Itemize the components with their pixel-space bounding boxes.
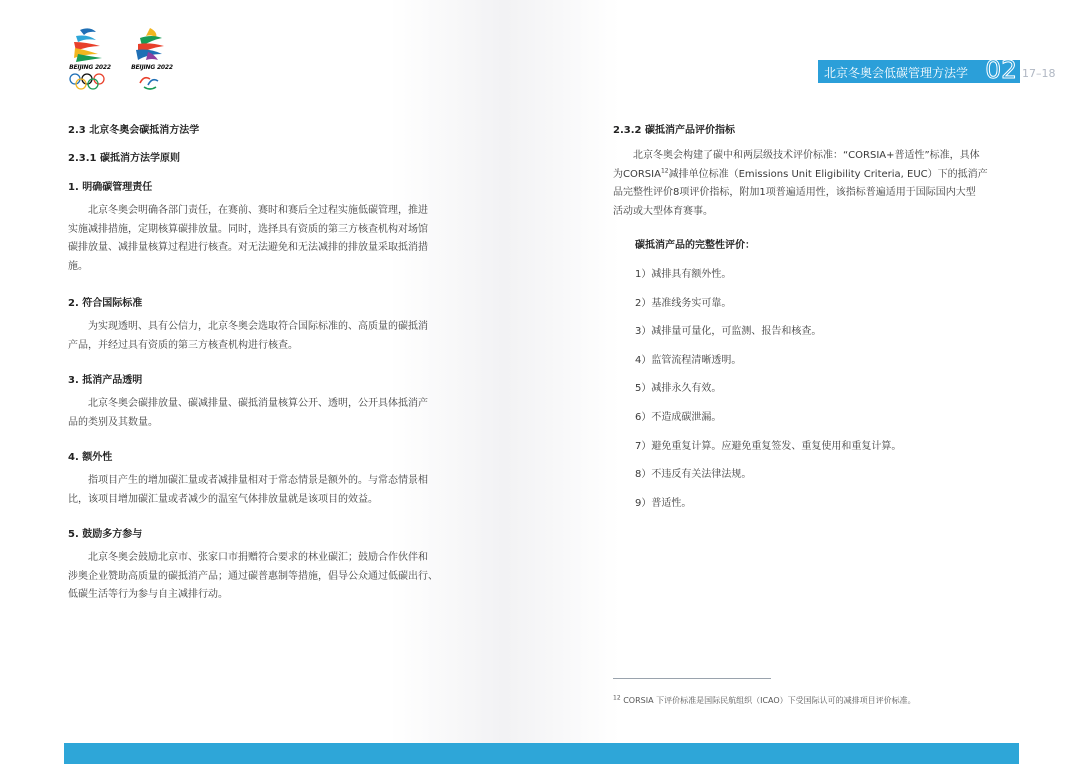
page-range: 17–18 [1022, 67, 1056, 80]
page-fold-shadow [390, 0, 620, 764]
list-item: 8）不违反有关法律法规。 [635, 469, 752, 480]
list-item: 9）普适性。 [635, 498, 692, 509]
item-heading: 1. 明确碳管理责任 [68, 182, 153, 193]
paragraph: 北京冬奥会鼓励北京市、张家口市捐赠符合要求的林业碳汇；鼓励合作伙伴和 涉奥企业赞助高质量的碳抵消产品；通过碳普惠制等措施，倡导公众通过低碳出行、 低碳生活等行为参与自主减排行动。 [68, 552, 438, 600]
list-title: 碳抵消产品的完整性评价： [635, 240, 755, 251]
list-item: 7）避免重复计算。应避免重复签发、重复使用和重复计算。 [635, 441, 902, 452]
item-heading: 5. 鼓励多方参与 [68, 529, 143, 540]
list-item: 1）减排具有额外性。 [635, 269, 732, 280]
item-heading: 2. 符合国际标准 [68, 298, 143, 309]
list-item: 6）不造成碳泄漏。 [635, 412, 722, 423]
chapter-number: 02 [985, 55, 1017, 84]
footnote [613, 695, 916, 706]
olympic-rings-icon [66, 73, 110, 93]
beijing-2022-olympic-logo [66, 24, 110, 94]
paragraph: 北京冬奥会碳排放量、碳减排量、碳抵消量核算公开、透明，公开具体抵消产 品的类别及其数量。 [68, 398, 428, 428]
chapter-header-banner [818, 55, 1020, 84]
list-item: 5）减排永久有效。 [635, 383, 722, 394]
section-heading: 2.3 北京冬奥会碳抵消方法学 [68, 125, 200, 136]
list-item: 3）减排量可量化，可监测、报告和核查。 [635, 326, 822, 337]
paragraph: 北京冬奥会明确各部门责任，在赛前、赛时和赛后全过程实施低碳管理，推进 实施减排措施，定期核算碳排放量。同时，选择具有资质的第三方核查机构对场馆 碳排放量、减排量核算过程进行核查。对无法避免和无法减排的排放量采取抵消措 施。 [68, 205, 428, 272]
subsection-heading: 2.3.2 碳抵消产品评价指标 [613, 125, 735, 136]
chapter-title: 北京冬奥会低碳管理方法学 [824, 66, 969, 80]
paragraph: 为实现透明、具有公信力，北京冬奥会选取符合国际标准的、高质量的碳抵消 产品，并经过具有资质的第三方核查机构进行核查。 [68, 321, 428, 351]
item-heading: 4. 额外性 [68, 452, 113, 463]
footnote-divider [613, 678, 771, 679]
subsection-heading: 2.3.1 碳抵消方法学原则 [68, 153, 180, 164]
footnote-number: 12 [613, 694, 621, 702]
logo-text: BEIJING 2022 [131, 64, 173, 71]
beijing-2022-paralympic-logo [128, 24, 172, 94]
footnote-text: CORSIA 下评价标准是国际民航组织（ICAO）下受国际认可的减排项目评价标准。 [623, 696, 916, 705]
bottom-accent-bar [64, 743, 1019, 764]
logo-text: BEIJING 2022 [69, 64, 111, 71]
paragraph: 指项目产生的增加碳汇量或者减排量相对于常态情景是额外的。与常态情景相 比，该项目增加碳汇量或者减少的温室气体排放量就是该项目的效益。 [68, 475, 428, 505]
list-item: 4）监管流程清晰透明。 [635, 355, 742, 366]
agitos-icon [128, 73, 172, 93]
footnote-marker: 12 [660, 167, 669, 175]
item-heading: 3. 抵消产品透明 [68, 375, 143, 386]
list-item: 2）基准线务实可靠。 [635, 298, 732, 309]
intro-paragraph: 北京冬奥会构建了碳中和两层级技术评价标准：“CORSIA+普适性”标准，具体 为CORSIA$^{12}$减排单位标准（Emissions Unit Eligibility Criteria, EUC）下的抵消产 品完整性评价8项评价指标，附加1项普遍适用性，该指标普遍适用于国际国内大型 活动或大型体育赛事。 [613, 150, 988, 217]
